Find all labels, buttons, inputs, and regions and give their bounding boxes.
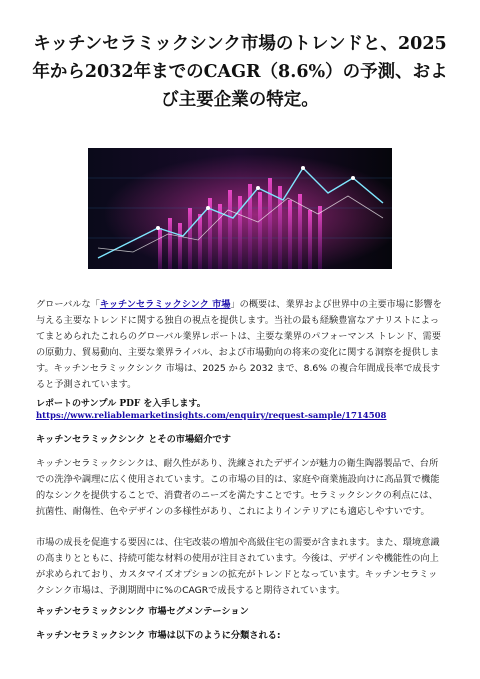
- growth-factors-paragraph: 市場の成長を促進する要因には、住宅改装の増加や高級住宅の需要が含まれます。また、環境意識の高まりとともに、持続可能な材料の使用が注目されています。今後は、デザインや機能性の向上が求められており、カスタマイズオプションの拡充がトレンドとなっています。キッチンセラミックシンク市場は、予測期間中に%のCAGRで成長すると期待されています。: [36, 537, 440, 596]
- page-title: キッチンセラミックシンク市場のトレンドと、2025年から2032年までのCAGR（8.6%）の予測、および主要企業の特定。: [32, 34, 448, 110]
- sample-pdf-label: レポートのサンプル PDF を入手します。: [36, 399, 206, 409]
- intro-paragraph: [36, 297, 446, 393]
- product-description-paragraph: キッチンセラミックシンクは、耐久性があり、洗練されたデザインが魅力の衛生陶器製品で、台所での洗浄や調理に広く使用されています。この市場の目的は、家庭や商業施設向けに高品質で機能的なシンクを提供することで、消費者のニーズを満たすことです。セラミックシンクの利点には、抗菌性、耐傷性、色やデザインの多様性があり、これによりインテリアにも適応しやすいです。: [36, 458, 440, 517]
- segmentation-heading: キッチンセラミックシンク 市場セグメンテーション: [36, 606, 249, 617]
- chart-graphic-illustration: [88, 148, 392, 269]
- market-introduction-heading: キッチンセラミックシンク とその市場紹介です: [36, 434, 231, 445]
- intro-body: 」の概要は、業界および世界中の主要市場に影響を与える主要なトレンドに関する独自の視点を提供します。当社の最も経験豊富なアナリストによってまとめられたこれらのグローバル業界レポートは、主要な業界のパフォーマンス トレンド、需要の原動力、貿易動向、主要な業界ライバル、および市場動向の将来の変化に関する洞察を提供します。キッチンセラミックシンク 市場は、2025 から 2032 まで、8.6% の複合年間成長率で成長すると予測されています。: [36, 299, 442, 390]
- intro-prefix: グローバルな「: [36, 299, 100, 310]
- market-report-link[interactable]: キッチンセラミックシンク 市場: [99, 299, 231, 310]
- sample-request-link[interactable]: https://www.reliablemarketinsights.com/enquiry/request-sample/1714508: [36, 411, 387, 421]
- hero-image: [88, 148, 392, 269]
- classification-heading: キッチンセラミックシンク 市場は以下のように分類される:: [36, 630, 281, 641]
